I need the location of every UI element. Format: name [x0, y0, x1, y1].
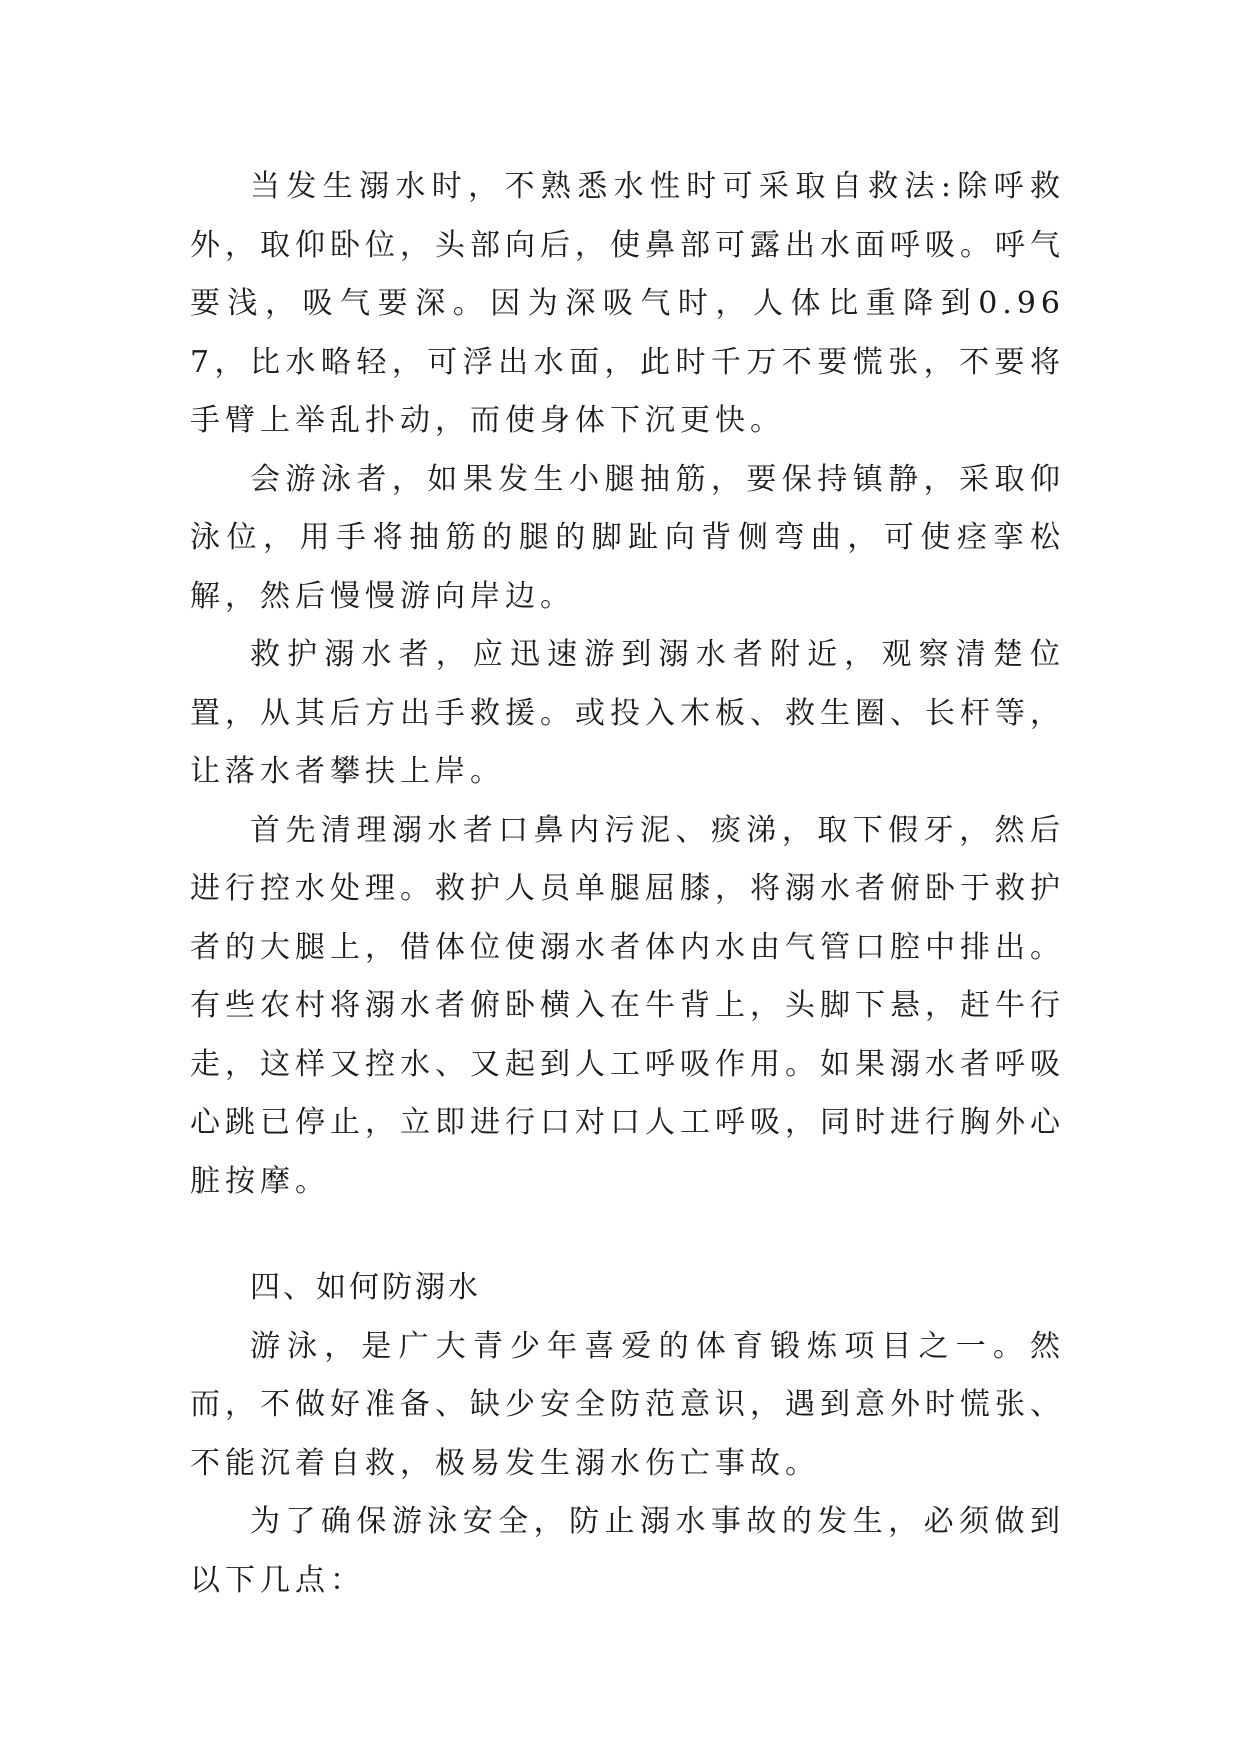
paragraph-first-aid: 首先清理溺水者口鼻内污泥、痰涕，取下假牙，然后进行控水处理。救护人员单腿屈膝，将溺水者俯卧于救护者的大腿上，借体位使溺水者体内水由气管口腔中排出。有些农村将溺水者俯卧横入在牛背上，头脚下悬，赶牛行走，这样又控水、又起到人工呼吸作用。如果溺水者呼吸心跳已停止，立即进行口对口人工呼吸，同时进行胸外心脏按摩。: [190, 812, 1065, 1199]
paragraph-self-rescue: 当发生溺水时，不熟悉水性时可采取自救法:除呼救外，取仰卧位，头部向后，使鼻部可露出水面呼吸。呼气要浅，吸气要深。因为深吸气时，人体比重降到0.967，比水略轻，可浮出水面，此时千万不要慌张，不要将手臂上举乱扑动，而使身体下沉更快。: [190, 169, 1065, 438]
paragraph-safety-points: 为了确保游泳安全，防止溺水事故的发生，必须做到以下几点：: [190, 1504, 1065, 1598]
paragraph-rescue-others: 救护溺水者，应迅速游到溺水者附近，观察清楚位置，从其后方出手救援。或投入木板、救生圈、长杆等，让落水者攀扶上岸。: [190, 637, 1065, 789]
section-heading: 四、如何防溺水: [250, 1270, 481, 1305]
paragraph-swimming-intro: 游泳，是广大青少年喜爱的体育锻炼项目之一。然而，不做好准备、缺少安全防范意识，遇到意外时慌张、不能沉着自救，极易发生溺水伤亡事故。: [190, 1328, 1065, 1481]
paragraph-leg-cramp: 会游泳者，如果发生小腿抽筋，要保持镇静，采取仰泳位，用手将抽筋的腿的脚趾向背侧弯曲，可使痉挛松解，然后慢慢游向岸边。: [190, 461, 1065, 614]
document-body: [190, 158, 1065, 1610]
